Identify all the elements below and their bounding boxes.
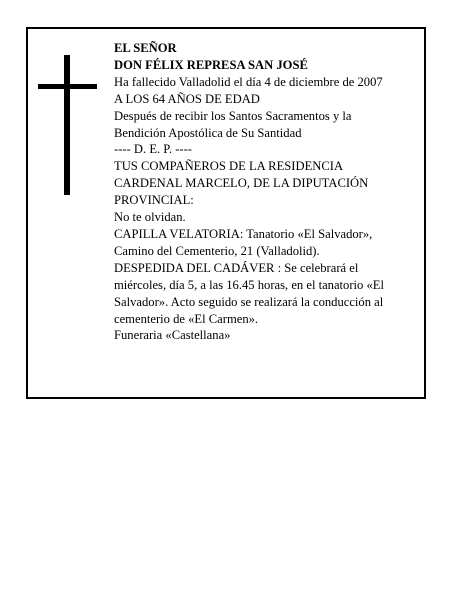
farewell-line-4: cementerio de «El Carmen». — [114, 311, 259, 326]
cross-icon — [64, 55, 70, 195]
mourners-message: No te olvidan. — [114, 210, 186, 225]
chapel-line-2: Camino del Cementerio, 21 (Valladolid). — [114, 243, 320, 258]
obituary-text — [114, 40, 414, 344]
mourners-line-3: PROVINCIAL: — [114, 193, 194, 208]
death-date-line: Ha fallecido Valladolid el día 4 de diciembre de 2007 — [114, 74, 383, 89]
funeral-home-line: Funeraria «Castellana» — [114, 328, 231, 343]
chapel-line-1: CAPILLA VELATORIA: Tanatorio «El Salvador», — [114, 226, 373, 241]
sacraments-line-1: Después de recibir los Santos Sacramentos y la — [114, 108, 352, 123]
farewell-line-2: miércoles, día 5, a las 16.45 horas, en el tanatorio «El — [114, 277, 384, 292]
cross-icon-crossbar — [38, 84, 97, 89]
rip-line: ---- D. E. P. ---- — [114, 142, 192, 157]
mourners-line-2: CARDENAL MARCELO, DE LA DIPUTACIÓN — [114, 176, 369, 191]
age-line: A LOS 64 AÑOS DE EDAD — [114, 91, 260, 106]
deceased-honorific: EL SEÑOR — [114, 41, 177, 55]
sacraments-line-2: Bendición Apostólica de Su Santidad — [114, 125, 302, 140]
farewell-line-3: Salvador». Acto seguido se realizará la conducción al — [114, 294, 384, 309]
deceased-name: DON FÉLIX REPRESA SAN JOSÉ — [114, 57, 308, 72]
farewell-line-1: DESPEDIDA DEL CADÁVER : Se celebrará el — [114, 260, 359, 275]
mourners-line-1: TUS COMPAÑEROS DE LA RESIDENCIA — [114, 159, 344, 174]
